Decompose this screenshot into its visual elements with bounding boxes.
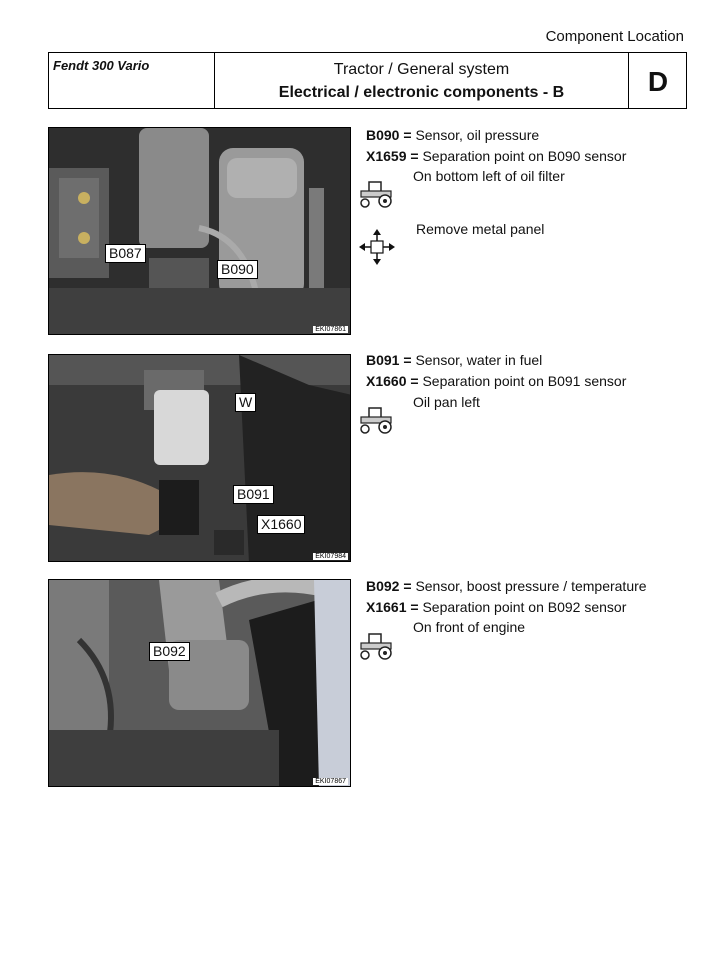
location-text: On front of engine xyxy=(413,619,526,635)
connector-code: X1660 xyxy=(366,373,407,389)
header-title xyxy=(215,53,629,108)
header-title-line1: Tractor / General system xyxy=(333,61,510,78)
equals-sign: = xyxy=(410,599,419,615)
equals-sign: = xyxy=(410,148,419,164)
photo-label-b087: B087 xyxy=(105,244,146,263)
equals-sign: = xyxy=(403,127,412,143)
photo-code: EKI07867 xyxy=(315,778,346,785)
model-name: Fendt 300 Vario xyxy=(49,53,215,108)
section-2-text xyxy=(366,350,626,392)
photo-label-b092: B092 xyxy=(149,642,190,661)
component-code: B090 xyxy=(366,127,400,143)
connector-desc: Separation point on B092 sensor xyxy=(422,599,627,615)
tractor-icon xyxy=(355,406,397,434)
photo-code: EKI07984 xyxy=(315,553,346,560)
engine-photo-fuel-filter xyxy=(48,354,351,562)
header-table xyxy=(48,52,687,109)
component-line xyxy=(366,350,626,371)
equals-sign: = xyxy=(403,352,412,368)
location-text: Oil pan left xyxy=(413,394,480,410)
location-text: On bottom left of oil filter xyxy=(413,168,565,184)
component-desc: Sensor, water in fuel xyxy=(415,352,543,368)
page-category-label: Component Location xyxy=(545,28,684,45)
photo-label-b091: B091 xyxy=(233,485,274,504)
component-line xyxy=(366,125,626,146)
engine-photo-front xyxy=(48,579,351,787)
photo-label-x1660: X1660 xyxy=(257,515,305,534)
photo-illustration xyxy=(49,128,351,335)
separation-line xyxy=(366,597,647,618)
photo-label-b090: B090 xyxy=(217,260,258,279)
tractor-icon xyxy=(355,632,397,660)
photo-illustration xyxy=(49,355,351,562)
photo-label-w: W xyxy=(235,393,256,412)
connector-desc: Separation point on B091 sensor xyxy=(422,373,627,389)
move-arrows-icon xyxy=(358,228,396,266)
separation-line xyxy=(366,146,626,167)
component-code: B091 xyxy=(366,352,400,368)
component-code: B092 xyxy=(366,578,400,594)
connector-code: X1661 xyxy=(366,599,407,615)
connector-desc: Separation point on B090 sensor xyxy=(422,148,627,164)
engine-photo-oil-filter xyxy=(48,127,351,335)
section-letter: D xyxy=(647,66,669,97)
header-title-line2: Electrical / electronic components - B xyxy=(278,84,565,101)
equals-sign: = xyxy=(410,373,419,389)
component-line xyxy=(366,576,647,597)
separation-line xyxy=(366,371,626,392)
photo-illustration xyxy=(49,580,351,787)
equals-sign: = xyxy=(403,578,412,594)
component-desc: Sensor, boost pressure / temperature xyxy=(415,578,647,594)
photo-code: EKI07861 xyxy=(315,326,346,333)
connector-code: X1659 xyxy=(366,148,407,164)
component-desc: Sensor, oil pressure xyxy=(415,127,540,143)
note-text: Remove metal panel xyxy=(416,221,545,237)
section-3-text xyxy=(366,576,647,618)
section-1-text xyxy=(366,125,626,167)
tractor-icon xyxy=(355,180,397,208)
